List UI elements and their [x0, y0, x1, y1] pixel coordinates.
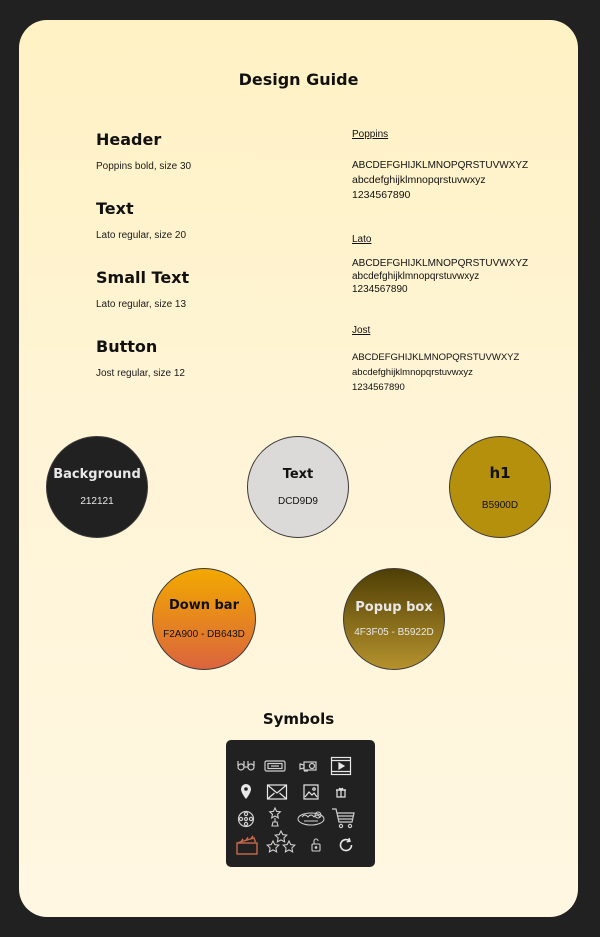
- popcorn-icon: [296, 806, 326, 828]
- color-name: Popup box: [355, 600, 433, 615]
- cart-icon: [330, 805, 356, 831]
- projector-icon: [298, 755, 320, 777]
- ticket-icon: [264, 755, 286, 777]
- type-style-desc: Lato regular, size 20: [96, 230, 187, 241]
- type-style-desc: Jost regular, size 12: [96, 368, 185, 379]
- location-pin-icon: [235, 781, 257, 803]
- color-code: 212121: [80, 496, 114, 507]
- font-name: Lato: [352, 234, 372, 245]
- color-name: Background: [53, 467, 141, 482]
- image-icon: [300, 781, 322, 803]
- type-style-desc: Poppins bold, size 30: [96, 161, 192, 172]
- color-swatch-down-bar: [152, 568, 256, 670]
- type-style-button: [96, 337, 185, 379]
- font-name: Jost: [352, 325, 371, 336]
- font-specimen-lato: [352, 234, 528, 296]
- color-code: DCD9D9: [277, 496, 318, 507]
- font-specimen-poppins: [352, 129, 528, 203]
- font-digits: 1234567890: [352, 382, 405, 393]
- font-specimen-jost: [352, 325, 519, 395]
- color-swatch-background: [46, 436, 148, 538]
- color-code: 4F3F05 - B5922D: [354, 627, 434, 638]
- type-style-small-text: [96, 268, 189, 310]
- font-uppercase: ABCDEFGHIJKLMNOPQRSTUVWXYZ: [352, 160, 529, 171]
- color-name: Down bar: [168, 598, 239, 613]
- color-swatch-text: [247, 436, 349, 538]
- type-style-name: Small Text: [96, 268, 190, 287]
- symbols-title: Symbols: [262, 710, 335, 728]
- design-guide-card: [19, 20, 578, 917]
- font-lowercase: abcdefghijklmnopqrstuvwxyz: [352, 367, 473, 378]
- refresh-icon: [335, 834, 357, 856]
- color-name: Text: [282, 467, 314, 482]
- mail-icon: [266, 781, 288, 803]
- gift-icon: [330, 781, 352, 803]
- font-uppercase: ABCDEFGHIJKLMNOPQRSTUVWXYZ: [352, 352, 520, 363]
- video-play-icon: [330, 755, 352, 777]
- type-style-text: [96, 199, 186, 241]
- symbols-panel: [226, 740, 375, 867]
- type-style-name: Button: [96, 337, 158, 356]
- color-code: F2A900 - DB643D: [163, 629, 245, 640]
- type-style-desc: Lato regular, size 13: [96, 299, 187, 310]
- color-swatch-h1: [449, 436, 551, 538]
- font-name: Poppins: [352, 129, 389, 140]
- color-code: B5900D: [481, 499, 519, 511]
- page-title: Design Guide: [238, 70, 359, 89]
- unlock-icon: [305, 834, 327, 856]
- clapperboard-icon: [235, 834, 259, 856]
- stars-icon: [266, 830, 296, 856]
- font-lowercase: abcdefghijklmnopqrstuvwxyz: [352, 174, 486, 186]
- trophy-icon: [264, 806, 286, 828]
- film-reel-icon: [235, 808, 257, 830]
- font-digits: 1234567890: [352, 284, 408, 295]
- type-style-name: Header: [96, 130, 162, 149]
- font-digits: 1234567890: [352, 189, 411, 201]
- type-style-header: [96, 130, 191, 172]
- font-lowercase: abcdefghijklmnopqrstuvwxyz: [352, 271, 480, 282]
- font-uppercase: ABCDEFGHIJKLMNOPQRSTUVWXYZ: [352, 258, 529, 269]
- type-style-name: Text: [96, 199, 134, 218]
- color-swatch-popup-box: [343, 568, 445, 670]
- glasses-icon: [235, 755, 257, 777]
- color-name: h1: [489, 463, 511, 482]
